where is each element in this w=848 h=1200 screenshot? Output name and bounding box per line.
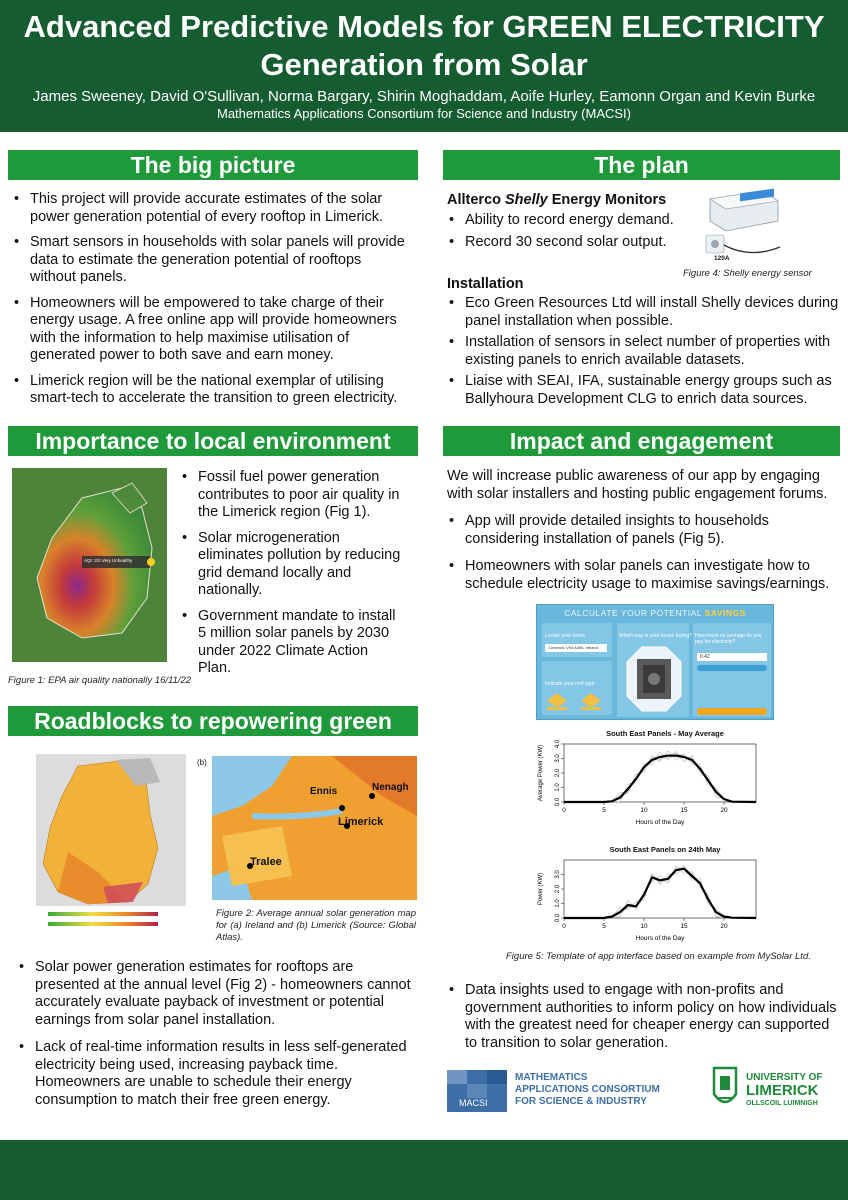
app-step-2-label: Indicate your roof type [545, 681, 595, 687]
list-item: • Lack of real-time information results in less self-generated electricity being used, increasing payback time. Homeowners are unable to schedule their energy consumption to match their free green energy. [15, 1039, 415, 1109]
chart-1-title: South East Panels - May Average [606, 729, 724, 738]
background-trace [564, 867, 756, 918]
list-item: • Eco Green Resources Ltd will install Shelly devices during panel installation when possible. [445, 295, 840, 330]
address-value: Limerick, V94 A456, Ireland [549, 645, 598, 650]
list-item: • Installation of sensors in select number of properties with existing panels to enrich available datasets. [445, 334, 840, 369]
list-item: • Solar microgeneration eliminates pollution by reducing grid demand locally and nationally. [178, 530, 403, 600]
y-tick-label: 1.0 [555, 783, 561, 792]
figure-5-caption: Figure 5: Template of app interface based on example from MySolar Ltd. [506, 951, 811, 962]
y-tick-label: 3.0 [555, 754, 561, 763]
y-tick-label: 2.0 [555, 768, 561, 778]
importance-list [178, 469, 403, 686]
shelly-sensor-image [700, 185, 790, 265]
impact-list [445, 513, 840, 601]
list-item: • Ability to record energy demand. [445, 212, 700, 230]
town-label: Tralee [250, 856, 282, 868]
x-tick-label: 0 [562, 807, 566, 814]
background-trace [564, 867, 756, 918]
title-line-1: Advanced Predictive Models for GREEN ELECTRICITY [23, 9, 825, 44]
app-title: CALCULATE YOUR POTENTIAL SAVINGS [564, 608, 746, 618]
x-tick-label: 15 [680, 807, 688, 814]
panel-b-label: (b) [197, 758, 207, 767]
installation-heading: Installation [447, 276, 524, 292]
list-item: • Record 30 second solar output. [445, 234, 700, 252]
figure-1-caption: Figure 1: EPA air quality nationally 16/11/22 [8, 675, 192, 686]
app-step-4-label: How much on average do you pay for electricity? [695, 633, 762, 645]
y-tick-label: 1.0 [555, 899, 561, 908]
big-picture-list [10, 191, 410, 416]
app-step-3-label: Which way is your house facing? [619, 633, 692, 639]
town-label: Nenagh [372, 782, 409, 793]
figure-4-caption: Figure 4: Shelly energy sensor [683, 268, 812, 279]
section-heading-big-picture: The big picture [8, 150, 418, 180]
chart-may-average [508, 738, 766, 830]
monitor-heading: Allterco Shelly Energy Monitors [447, 192, 667, 208]
series-line [564, 756, 756, 802]
list-item: • Solar power generation estimates for rooftops are presented at the annual level (Fig 2) - homeowners cannot accurately evaluate payback of investment or potential earnings from solar panel installation. [15, 959, 415, 1029]
figure-2-caption: Figure 2: Average annual solar generation map for (a) Ireland and (b) Limerick (Source: Global Atlas). [216, 908, 416, 943]
town-label: Ennis [310, 786, 338, 797]
x-tick-label: 0 [562, 923, 566, 930]
x-tick-label: 5 [602, 923, 606, 930]
y-tick-label: 0.0 [555, 913, 561, 923]
title-line-2: Generation from Solar [260, 47, 588, 82]
x-axis-label: Hours of the Day [635, 819, 685, 826]
monitor-list [445, 212, 700, 259]
chart-24th-may [508, 854, 766, 946]
app-calculate-button[interactable] [697, 708, 767, 715]
macsi-name: MATHEMATICS APPLICATIONS CONSORTIUM FOR SCIENCE & INDUSTRY [515, 1072, 660, 1107]
list-item: • App will provide detailed insights to households considering installation of panels (Fig 5). [445, 513, 840, 548]
ul-name: UNIVERSITY OF LIMERICK OLLSCOIL LUIMNIGH [746, 1072, 823, 1107]
installation-list [445, 295, 840, 416]
chart-2-title: South East Panels on 24th May [609, 845, 721, 854]
app-step-1-label: Locate your home [545, 633, 586, 639]
x-tick-label: 10 [640, 923, 648, 930]
background-trace [564, 865, 756, 918]
background-trace [564, 865, 756, 918]
app-interface-screenshot [536, 604, 774, 720]
roadblocks-list [15, 959, 415, 1117]
list-item: • Liaise with SEAI, IFA, sustainable energy groups such as Ballyhoura Development CLG to enrich data sources. [445, 373, 840, 408]
poster-footer [0, 1140, 848, 1200]
authors: James Sweeney, David O'Sullivan, Norma Bargary, Shirin Moghaddam, Aoife Hurley, Eamonn Organ and Kevin Burke [32, 88, 816, 105]
plot-frame [564, 860, 756, 918]
background-trace [564, 866, 756, 918]
poster-title [0, 0, 848, 84]
background-trace [564, 751, 756, 802]
y-tick-label: 4.0 [555, 739, 561, 749]
section-heading-impact: Impact and engagement [443, 426, 840, 456]
impact-intro: We will increase public awareness of our app by engaging with solar installers and hosting public engagement forums. [447, 468, 828, 502]
section-heading-plan: The plan [443, 150, 840, 180]
university-of-limerick-logo [708, 1062, 838, 1120]
macsi-abbr: MACSI [459, 1098, 488, 1108]
background-trace [564, 751, 756, 802]
roof-type-icons[interactable] [545, 689, 609, 711]
background-trace [564, 753, 756, 802]
x-axis-label: Hours of the Day [635, 935, 685, 942]
list-item: • Smart sensors in households with solar panels will provide data to estimate the generation potential of rooftops without panels. [10, 234, 410, 287]
impact-final-list [445, 982, 840, 1060]
compass-house-image[interactable] [625, 645, 683, 713]
air-quality-map [12, 468, 167, 662]
background-trace [564, 751, 756, 802]
y-axis-label: Average Power (KW) [538, 744, 544, 802]
list-item: • Data insights used to engage with non-profits and government authorities to inform policy on how individuals with the greatest need for cheaper energy can supported to transition to solar generation. [445, 982, 840, 1052]
bill-value: 0.42 [700, 654, 710, 660]
x-tick-label: 20 [720, 807, 728, 814]
y-tick-label: 0.0 [555, 797, 561, 807]
x-tick-label: 5 [602, 807, 606, 814]
list-item: • Fossil fuel power generation contributes to poor air quality in the Limerick region (Fig 1). [178, 469, 403, 522]
x-tick-label: 10 [640, 807, 648, 814]
ireland-solar-map [18, 752, 188, 940]
town-label: Limerick [338, 816, 384, 828]
limerick-solar-map [212, 756, 417, 900]
list-item: • Government mandate to install 5 million solar panels by 2030 under 2022 Climate Action Plan. [178, 608, 403, 678]
section-heading-importance: Importance to local environment [8, 426, 418, 456]
series-line [564, 869, 756, 918]
y-tick-label: 3.0 [555, 870, 561, 879]
y-tick-label: 2.0 [555, 884, 561, 894]
sensor-label: 120A [714, 255, 730, 262]
list-item: • This project will provide accurate estimates of the solar power generation potential of every rooftop in Limerick. [10, 191, 410, 226]
list-item: • Homeowners with solar panels can investigate how to schedule electricity usage to maximise savings/earnings. [445, 558, 840, 593]
map-tooltip: AQI: 2/2 Very Unhealthy [84, 558, 133, 563]
x-tick-label: 20 [720, 923, 728, 930]
section-heading-roadblocks: Roadblocks to repowering green [8, 706, 418, 736]
background-trace [564, 752, 756, 802]
macsi-logo [447, 1068, 687, 1114]
y-axis-label: Power (KW) [538, 872, 544, 906]
poster-header [0, 0, 848, 132]
affiliation: Mathematics Applications Consortium for Science and Industry (MACSI) [216, 106, 631, 121]
x-tick-label: 15 [680, 923, 688, 930]
list-item: • Limerick region will be the national exemplar of utilising smart-tech to accelerate the transition to green electricity. [10, 373, 410, 408]
list-item: • Homeowners will be empowered to take charge of their energy usage. A free online app will provide homeowners with the information to help maximise utilisation of generated power to both save and earn money. [10, 295, 410, 365]
app-secondary-button[interactable] [697, 665, 767, 671]
